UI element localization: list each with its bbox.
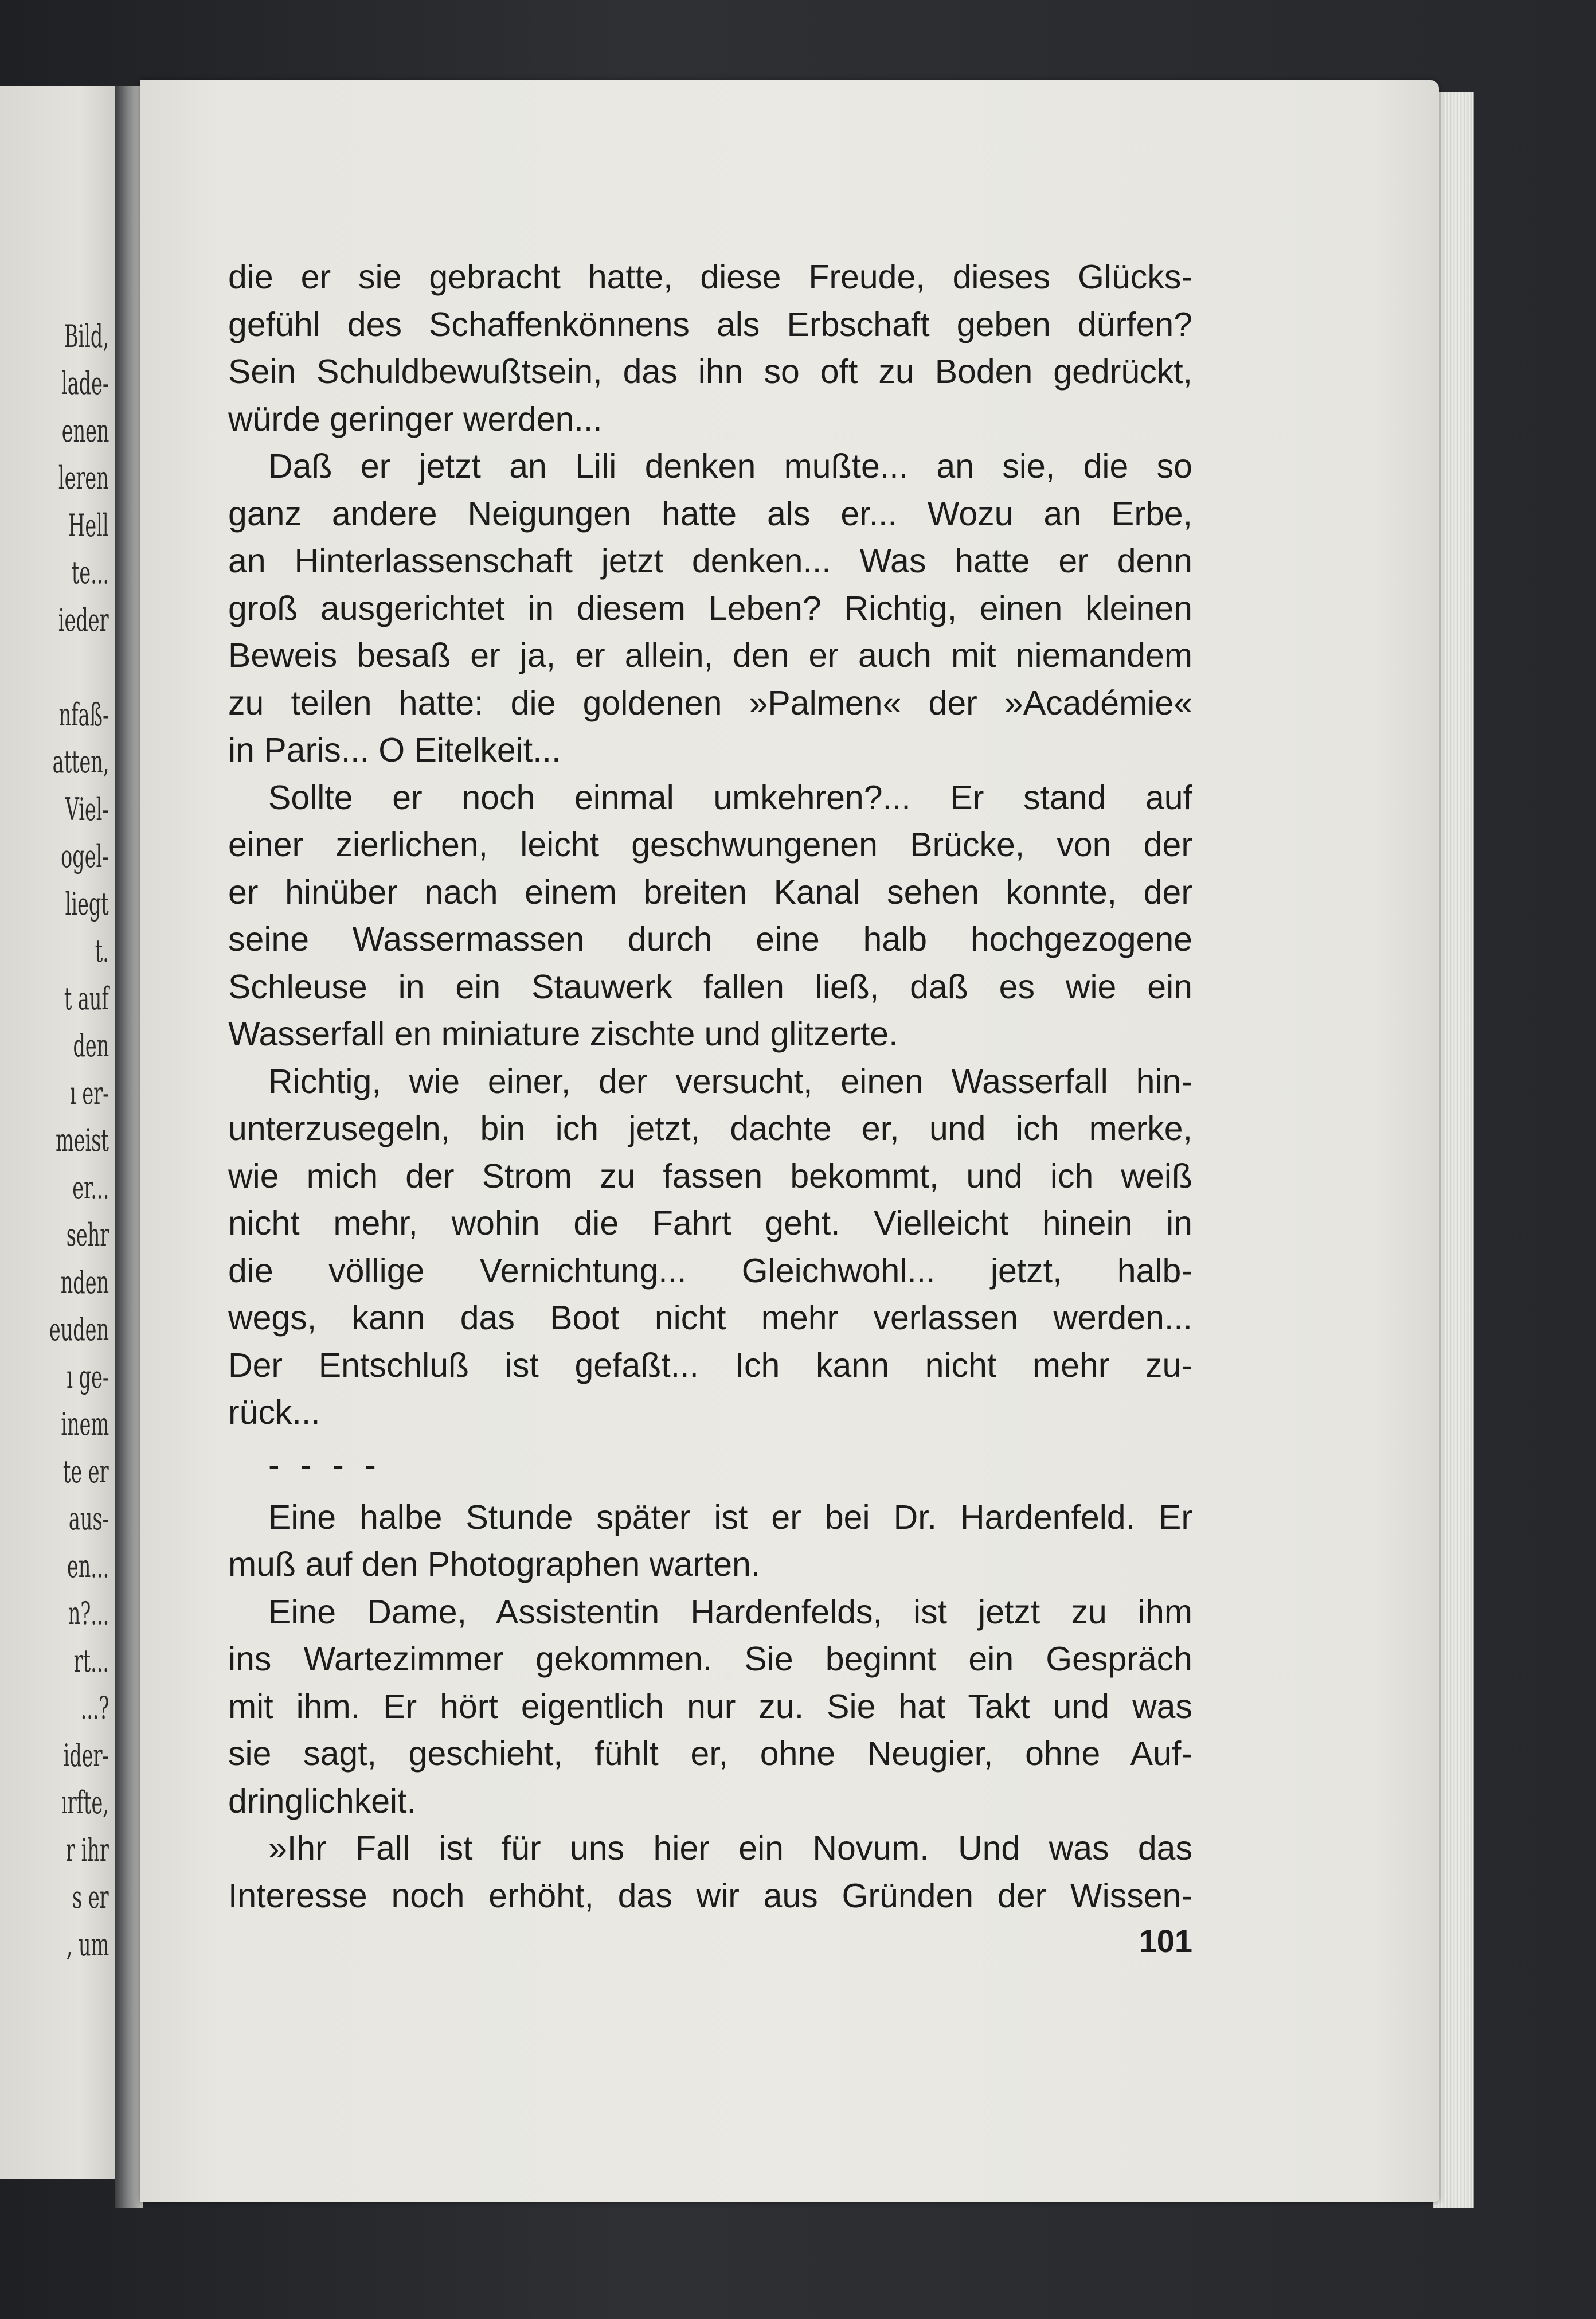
text-line: Beweis besaß er ja, er allein, den er auch mit niemandem	[228, 637, 1192, 674]
text-line: Sein Schuldbewußtsein, das ihn so oft zu Boden gedrückt,	[228, 353, 1192, 391]
left-page-fragment: sehr	[66, 1217, 109, 1253]
text-line: nicht mehr, wohin die Fahrt geht. Vielleicht hinein in	[228, 1204, 1192, 1242]
left-page-fragment: leren	[58, 460, 109, 496]
left-page-fragment: ı er-	[69, 1075, 109, 1111]
left-page-fragment: Bild,	[64, 318, 109, 354]
left-page-fragment: aus-	[68, 1501, 109, 1537]
left-page-fragment: lade-	[61, 365, 109, 401]
left-page-fragment: nfaß-	[58, 697, 109, 733]
left-page-fragment: meist	[56, 1122, 109, 1158]
text-line: Eine Dame, Assistentin Hardenfelds, ist jetzt zu ihm	[268, 1592, 1192, 1631]
left-page-fragment: rt...	[73, 1643, 109, 1679]
left-page-fragment: ...?	[80, 1690, 109, 1726]
text-line: sie sagt, geschieht, fühlt er, ohne Neugier, ohne Auf-	[228, 1735, 1192, 1773]
book-gutter	[115, 86, 143, 2208]
left-page-fragment: Viel-	[65, 791, 109, 827]
left-page-fragment: r ihr	[66, 1832, 109, 1868]
left-page-fragment: n?...	[68, 1595, 109, 1631]
text-line: gefühl des Schaffenkönnens als Erbschaft geben dürfen?	[228, 305, 1192, 343]
text-line: wie mich der Strom zu fassen bekommt, und ich weiß	[228, 1157, 1192, 1195]
text-line: dringlichkeit.	[228, 1782, 416, 1820]
text-line: Der Entschluß ist gefaßt... Ich kann nicht mehr zu-	[228, 1346, 1192, 1384]
left-page-fragment: te...	[71, 555, 109, 591]
left-page-fragment: nden	[60, 1264, 109, 1301]
text-line: mit ihm. Er hört eigentlich nur zu. Sie hat Takt und was	[228, 1687, 1192, 1725]
page-number: 101	[1139, 1923, 1192, 1959]
text-line: wegs, kann das Boot nicht mehr verlassen werden...	[228, 1299, 1192, 1337]
text-line: die er sie gebracht hatte, diese Freude, dieses Glücks-	[228, 258, 1192, 296]
text-line: Richtig, wie einer, der versucht, einen Wasserfall hin-	[268, 1062, 1192, 1100]
body-text	[228, 253, 1192, 1919]
text-line: die völlige Vernichtung... Gleichwohl... jetzt, halb-	[228, 1251, 1192, 1290]
text-line: unterzusegeln, bin ich jetzt, dachte er, und ich merke,	[228, 1110, 1192, 1147]
left-page-fragment: t.	[95, 933, 109, 969]
left-page-fragment: er...	[72, 1170, 109, 1206]
left-page-fragment: den	[73, 1028, 109, 1064]
left-page-fragment: s er	[72, 1879, 109, 1915]
text-line: Daß er jetzt an Lili denken mußte... an sie, die so	[268, 447, 1192, 485]
left-page-fragment: en...	[66, 1548, 109, 1584]
text-line: ins Wartezimmer gekommen. Sie beginnt ein Gespräch	[228, 1640, 1192, 1678]
text-line: würde geringer werden...	[228, 400, 603, 438]
text-line: seine Wassermassen durch eine halb hochgezogene	[228, 920, 1192, 958]
text-line: Sollte er noch einmal umkehren?... Er stand auf	[268, 778, 1192, 817]
text-line: rück...	[228, 1393, 320, 1431]
left-page-fragment: enen	[61, 413, 109, 449]
left-page-fragment: liegt	[65, 886, 109, 922]
left-page-fragment: ieder	[58, 602, 109, 638]
left-page	[0, 86, 115, 2179]
text-line: ganz andere Neigungen hatte als er... Wozu an Erbe,	[228, 494, 1192, 533]
text-line: Schleuse in ein Stauwerk fallen ließ, daß es wie ein	[228, 967, 1192, 1006]
page-stack-edge	[1433, 92, 1474, 2208]
left-page-fragment: , um	[66, 1927, 109, 1963]
text-line: groß ausgerichtet in diesem Leben? Richtig, einen kleinen	[228, 589, 1192, 627]
left-page-fragment: atten,	[52, 744, 109, 780]
text-line: muß auf den Photographen warten.	[228, 1545, 761, 1583]
left-page-fragment: inem	[61, 1406, 109, 1442]
text-line: Wasserfall en miniature zischte und glitzerte.	[228, 1015, 898, 1053]
text-line: Interesse noch erhöht, das wir aus Gründen der Wissen-	[228, 1876, 1192, 1915]
left-page-fragment: te er	[63, 1454, 109, 1490]
left-page-fragment: euden	[49, 1311, 109, 1348]
text-line: an Hinterlassenschaft jetzt denken... Was hatte er denn	[228, 542, 1192, 580]
text-line: »Ihr Fall ist für uns hier ein Novum. Und was das	[268, 1829, 1192, 1867]
text-line: einer zierlichen, leicht geschwungenen Brücke, von der	[228, 826, 1192, 864]
section-separator: - - - -	[268, 1446, 382, 1484]
text-line: er hinüber nach einem breiten Kanal sehen konnte, der	[228, 873, 1192, 911]
left-page-fragment: t auf	[64, 981, 109, 1017]
left-page-fragment: Hell	[68, 507, 109, 544]
text-line: zu teilen hatte: die goldenen »Palmen« der »Académie«	[228, 684, 1192, 722]
left-page-fragment: ider-	[63, 1738, 109, 1774]
left-page-fragment: ı ge-	[66, 1359, 109, 1395]
text-line: in Paris... O Eitelkeit...	[228, 731, 561, 769]
text-line: Eine halbe Stunde später ist er bei Dr. Hardenfeld. Er	[268, 1498, 1192, 1536]
left-page-fragment: ırfte,	[61, 1785, 109, 1821]
left-page-fragment: ogel-	[61, 838, 109, 874]
